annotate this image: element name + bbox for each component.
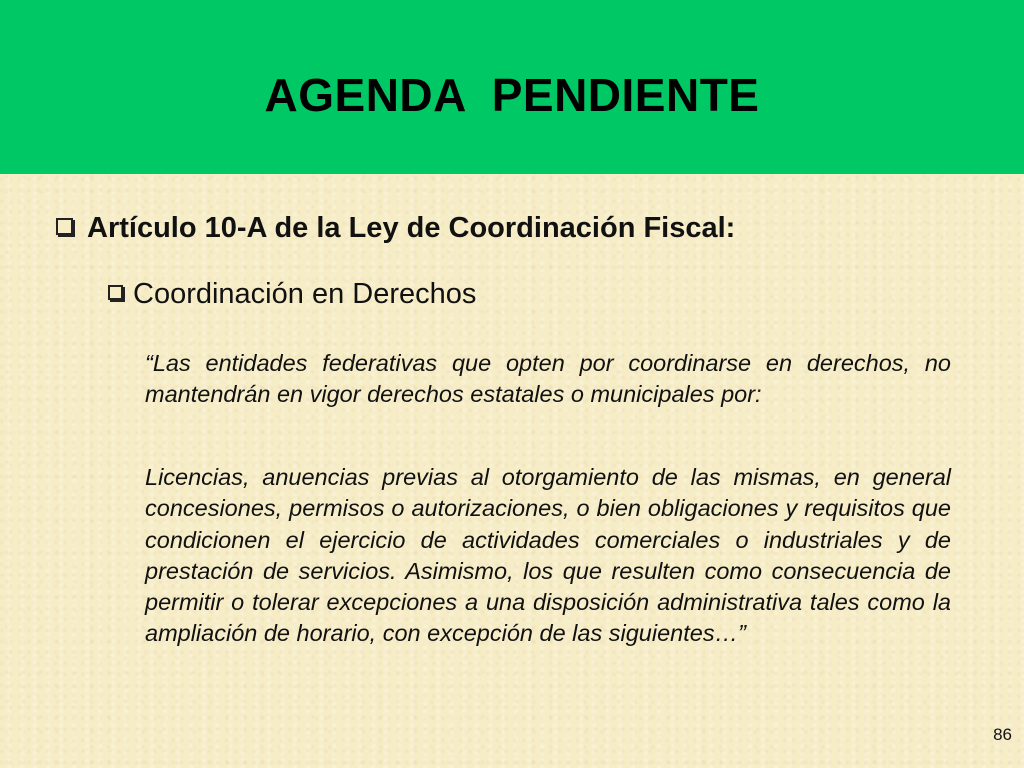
- checkbox-bullet-icon: [56, 218, 73, 235]
- subheading-text: Coordinación en Derechos: [133, 278, 477, 310]
- quote-intro: “Las entidades federativas que opten por coordinarse en derechos, no mantendrán en vigor derechos estatales o municipales por:: [145, 350, 951, 408]
- heading-text: Artículo 10-A de la Ley de Coordinación Fiscal:: [87, 212, 736, 244]
- page-number: 86: [993, 725, 1012, 744]
- quote-body: Licencias, anuencias previas al otorgamiento de las mismas, en general concesiones, permisos o autorizaciones, o bien obligaciones y requisitos que condicionen el ejercicio de actividades comerciales o industriales y de prestación de servicios. Asimismo, los que resulten como consecuencia de permitir o tolerar excepciones a una disposición administrativa tales como la ampliación de horario, con excepción de las siguientes…”: [145, 464, 951, 647]
- slide-title: AGENDA PENDIENTE: [264, 69, 760, 121]
- heading-item: [56, 212, 735, 245]
- checkbox-bullet-icon: [108, 285, 123, 300]
- subheading-item: [108, 278, 476, 311]
